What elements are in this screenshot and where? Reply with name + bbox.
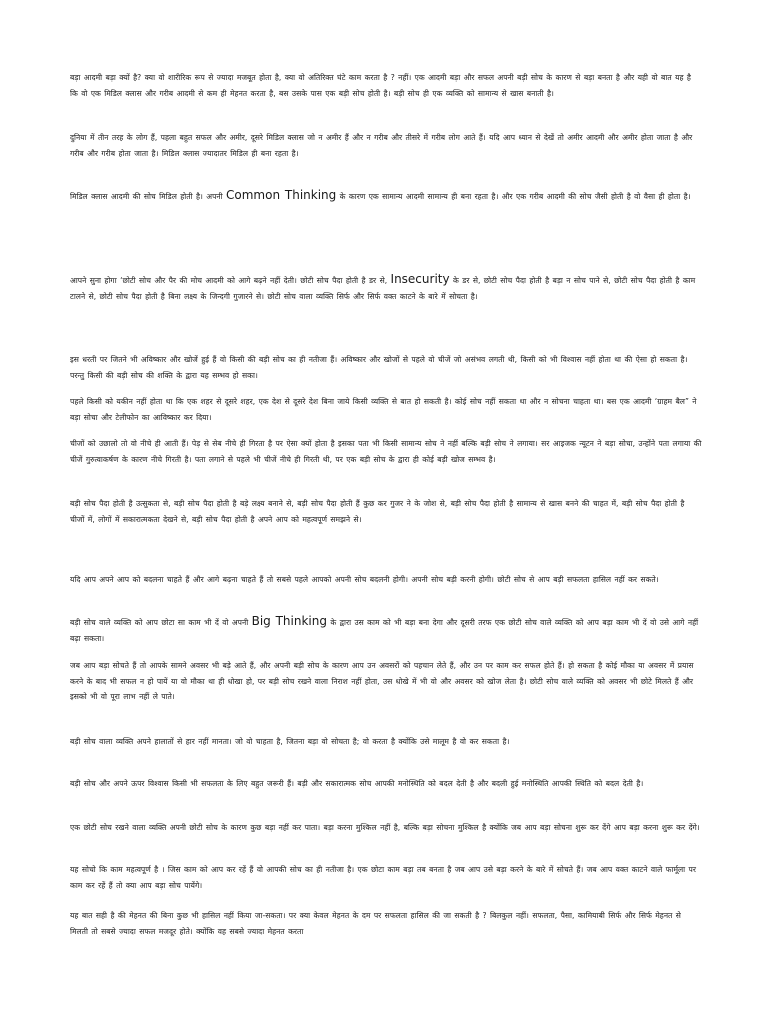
- paragraph-10: बड़ी सोच वाले व्यक्ति को आप छोटा सा काम भी दें वो अपनी Big Thinking के द्वारा उस काम को भी बड़ा बना देगा और दूसरी तरफ एक छोटी सोच वाले व्यक्ति को आप बड़ा काम भी दें वो उसे आगे नहीं बढ़ा सकता।: [70, 614, 699, 643]
- paragraph-9: यदि आप अपने आप को बदलना चाहते हैं और आगे बढ़ना चाहते हैं तो सबसे पहले आपको अपनी सोच बदलनी होगी। अपनी सोच बड़ी करनी होगी। छोटी सोच से आप बड़ी सफलता हासिल नहीं कर सकते।: [70, 575, 659, 584]
- paragraph-13: बड़ी सोच और अपने ऊपर विश्वास किसी भी सफलता के लिए बहुत जरूरी हैं। बड़ी और सकारात्मक सोच आपकी मनोस्थिति को बदल देती है और बदली हुई मनोस्थिति आपकी स्थिति को बदल देती है।: [70, 779, 644, 788]
- paragraph-16: यह बात सही है की मेहनत की बिना कुछ भी हासिल नहीं किया जा-सकता। पर क्या केवल मेहनत के दम पर सफलता हासिल की जा सकती है ? बिलकुल नहीं। सफलता, पैसा, कामियाबी सिर्फ और सिर्फ मेहनत से मिलती तो सबसे ज्यादा सफल मजदूर होते। क्योंकि वह सबसे ज्यादा मेहनत करता: [70, 911, 681, 936]
- paragraph-14: एक छोटी सोच रखने वाला व्यक्ति अपनी छोटी सोच के कारण कुछ बड़ा नहीं कर पाता। बड़ा करना मुश्किल नहीं है, बल्कि बड़ा सोचना मुश्किल है क्योंकि जब आप बड़ा सोचना शुरू कर देंगे आप बड़ा करना शुरू कर देंगे।: [70, 823, 700, 832]
- paragraph-12: बड़ी सोच वाला व्यक्ति अपने हालातों से हार नहीं मानता। जो वो चाहता है, जितना बड़ा वो सोचता है; वो करता है क्योंकि उसे मालूम है वो कर सकता है।: [70, 737, 510, 746]
- paragraph-6: पहले किसी को यकीन नहीं होता था कि एक शहर से दूसरे शहर, एक देश से दूसरे देश बिना जाये किसी व्यक्ति से बात हो सकती है। कोई सोच नहीं सकता था और न सोचना चाहता था। बस एक आदमी ‘ग्राहम बैल” ने बड़ा सोचा और टेलीफोन का आविष्कार कर दिया।: [70, 397, 697, 422]
- paragraph-7: चीजों को उछालो तो वो नीचे ही आती हैं। पेड़ से सेब नीचे ही गिरता है पर ऐसा क्यों होता है इसका पता भी किसी सामान्य सोच ने नहीं बल्कि बड़ी सोच ने लगाया। सर आइजक न्यूटन ने बड़ा सोचा, उन्होंने पता लगाया की चीजें गुरुत्वाकर्षण के कारण नीचे गिरती है। पता लगाने से पहले भी चीजें नीचे ही गिरती थी, पर एक बड़ी सोच के द्वारा ही कोई बड़ी खोज सम्भव है।: [70, 439, 702, 464]
- paragraph-4: आपने सुना होगा ‘छोटी सोच और पैर की मोच आदमी को आगे बढ़ने नहीं देती। छोटी सोच पैदा होती है डर से, Insecurity के डर से, छोटी सोच पैदा होती है बड़ा न सोच पाने से, छोटी सोच पैदा होती है काम टालने से, छोटी सोच पैदा होती है बिना लक्ष्य के जिन्दगी गुजारने से। छोटी सोच वाला व्यक्ति सिर्फ और सिर्फ वक्त काटने के बारे में सोचता है।: [70, 272, 696, 301]
- paragraph-1: बड़ा आदमी बड़ा क्यों है? क्या वो शारीरिक रूप से ज्यादा मजबूत होता है, क्या वो अतिरिक्त घंटे काम करता है ? नहीं। एक आदमी बड़ा और सफल अपनी बड़ी सोच के कारण से बड़ा बनता है और यही वो बात यह है कि वो एक मिडिल क्लास और गरीब आदमी से कम ही मेहनत करता है, बस उसके पास एक बड़ी सोच होती है। बड़ी सोच ही एक व्यक्ति को सामान्य से खास बनाती है।: [70, 73, 691, 98]
- paragraph-3: मिडिल क्लास आदमी की सोच मिडिल होती है। अपनी Common Thinking के कारण एक सामान्य आदमी सामान्य ही बना रहता है। और एक गरीब आदमी की सोच जैसी होती है वो वैसा ही होता है।: [70, 188, 691, 202]
- paragraph-11: जब आप बड़ा सोचते हैं तो आपके सामने अवसर भी बड़े आते हैं, और अपनी बड़ी सोच के कारण आप उन अवसरों को पहचान लेते हैं, और उन पर काम कर सफल होते हैं। हो सकता है कोई मौका या अवसर में प्रयास करने के बाद भी सफल न हो पायें या वो मौका था ही धोखा हो, पर बड़ी सोच रखने वाला निराश नहीं होता, उस धोखे में भी वो और अवसर को खोज लेता है। छोटी सोच वाले व्यक्ति को अवसर भी छोटे मिलते हैं और इसको भी वो पूरा लाभ नहीं ले पाते।: [70, 661, 694, 701]
- paragraph-2: दुनिया में तीन तरह के लोग हैं, पहला बहुत सफल और अमीर, दूसरे मिडिल क्लास जो न अमीर हैं और न गरीब और तीसरे में गरीब लोग आते हैं। यदि आप ध्यान से देखें तो अमीर आदमी और अमीर होता जाता है और गरीब और गरीब होता जाता है। मिडिल क्लास ज्यादातर मिडिल ही बना रहता है।: [70, 133, 693, 158]
- paragraph-5: इस धरती पर जितने भी अविष्कार और खोजें हुई हैं वो किसी की बड़ी सोच का ही नतीजा हैं। अविष्कार और खोजों से पहले वो चीजें जो असंभव लगती थी, किसी को भी विश्वास नहीं होता था की ऐसा हो सकता है। परन्तु किसी की बड़ी सोच की शक्ति के द्वारा यह सम्भव हो सका।: [70, 355, 688, 380]
- paragraph-15: यह सोचो कि काम महत्वपूर्ण है । जिस काम को आप कर रहें हैं वो आपकी सोच का ही नतीजा है। एक छोटा काम बड़ा तब बनता है जब आप उसे बड़ा करने के बारे में सोचते हैं। जब आप वक्त काटने वाले फार्मूला पर काम कर रहें हैं तो क्या आप बड़ा सोच पायेंगे।: [70, 865, 696, 890]
- paragraph-8: बड़ी सोच पैदा होती है उत्सुकता से, बड़ी सोच पैदा होती है बड़े लक्ष्य बनाने से, बड़ी सोच पैदा होती हैं कुछ कर गुजर ने के जोश से, बड़ी सोच पैदा होती है सामान्य से खास बनने की चाहत में, बड़ी सोच पैदा होती है चीजों में, लोगों में सकारात्मकता देखने से, बड़ी सोच पैदा होती है अपने आप को महत्वपूर्ण समझने से।: [70, 499, 685, 524]
